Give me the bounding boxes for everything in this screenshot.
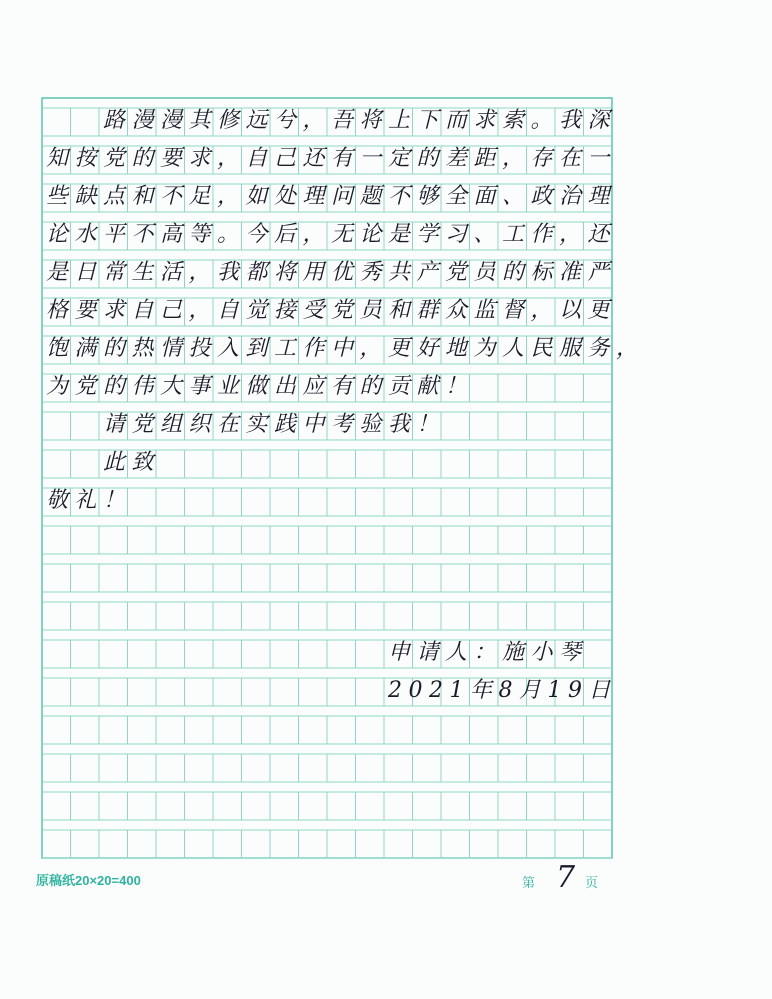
manuscript-line: 是日常生活，我都将用优秀共产党员的标准严 xyxy=(46,260,617,285)
page-prefix-label: 第 xyxy=(522,876,536,891)
paper-spec-label: 原稿纸20×20=400 xyxy=(36,873,141,888)
manuscript-line: 2021年8月19日 xyxy=(46,678,617,703)
manuscript-line: 格要求自己，自觉接受党员和群众监督，以更 xyxy=(46,298,617,323)
manuscript-line: 敬礼！ xyxy=(46,488,132,513)
manuscript-line: 为党的伟大事业做出应有的贡献！ xyxy=(46,374,474,399)
manuscript-line: 知按党的要求，自己还有一定的差距，存在一 xyxy=(46,146,617,171)
manuscript-line: 论水平不高等。今后，无论是学习、工作，还 xyxy=(46,222,617,247)
manuscript-line: 路漫漫其修远兮，吾将上下而求索。我深 xyxy=(46,108,617,133)
page-number: 7 xyxy=(556,860,576,895)
manuscript-line: 饱满的热情投入到工作中，更好地为人民服务， xyxy=(46,336,645,361)
page-suffix-label: 页 xyxy=(585,876,599,891)
manuscript-line: 请党组织在实践中考验我！ xyxy=(46,412,446,437)
manuscript-line: 申请人：施小琴 xyxy=(46,640,588,665)
manuscript-line: 些缺点和不足，如处理问题不够全面、政治理 xyxy=(46,184,617,209)
manuscript-line: 此致 xyxy=(46,450,161,475)
